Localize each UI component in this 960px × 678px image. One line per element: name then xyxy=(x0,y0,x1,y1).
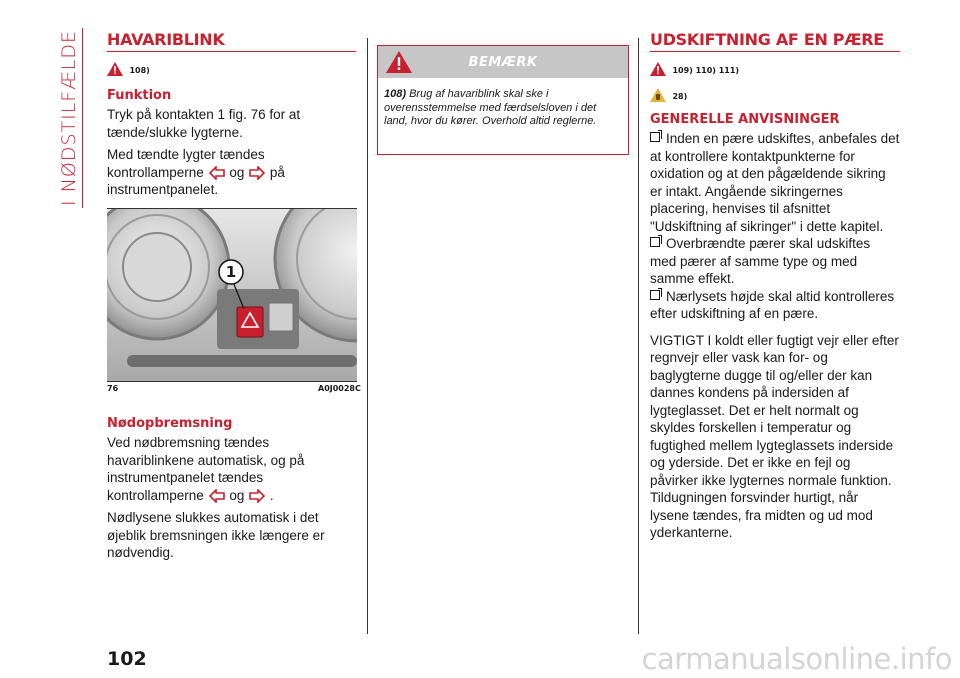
bullet-item-2 xyxy=(650,235,900,288)
bullet-text: Inden en pære udskiftes, anbefales det at kontrollere kontaktpunkterne for oxidation og at den pågældende sikring er intakt. Angående sikringernes placering, henvises til afsnittet "Udskiftning af sikringer" i dette kapitel. xyxy=(650,131,900,234)
figure-76 xyxy=(107,208,357,382)
note-text: Brug af havariblink skal ske i overensstemmelse med færdselsloven i det land, hvor du kører. Overhold altid reglerne. xyxy=(384,88,597,127)
bullet-item-3 xyxy=(650,288,900,323)
nodbremsning-p1-og: og xyxy=(229,487,245,503)
bullet-text: Nærlysets højde skal altid kontrolleres efter udskiftning af en pære. xyxy=(650,288,895,321)
warning-ref: 108) xyxy=(129,66,150,75)
funktion-paragraph-1: Tryk på kontakten 1 fig. 76 for at tænde/slukke lygterne. xyxy=(107,107,301,140)
note-body xyxy=(378,78,628,129)
nodbremsning-paragraph-1 xyxy=(107,434,356,504)
funktion-p2-text-b: på instrumentpanelet. xyxy=(107,164,285,197)
left-column xyxy=(107,30,356,199)
note-box xyxy=(377,45,629,155)
column-divider-1 xyxy=(367,38,368,634)
section-title-udskiftning: UDSKIFTNING AF EN PÆRE xyxy=(650,30,900,52)
section-tab xyxy=(58,28,78,208)
turn-right-indicator-icon xyxy=(249,489,265,503)
right-column xyxy=(650,30,900,542)
hazard-switch-illustration xyxy=(107,209,357,381)
caution-ref-row xyxy=(650,86,900,102)
turn-left-indicator-icon xyxy=(209,489,225,503)
funktion-p2-text-a: Med tændte lygter tændes kontrollamperne xyxy=(107,147,265,180)
caution-ref: 28) xyxy=(672,92,688,101)
heading-nodbremsning: Nødopbremsning xyxy=(107,416,233,431)
warning-icon xyxy=(107,62,123,76)
note-header xyxy=(378,46,628,78)
heading-funktion: Funktion xyxy=(107,88,172,103)
watermark-text: carmanualsonline.info xyxy=(641,642,952,676)
caution-hand-icon xyxy=(650,88,666,102)
turn-left-indicator-icon xyxy=(209,166,225,180)
bullet-text: Overbrændte pærer skal udskiftes med pærer af samme type og med samme effekt. xyxy=(650,236,871,286)
warning-refs: 109) 110) 111) xyxy=(672,66,740,75)
section-title-havariblink: HAVARIBLINK xyxy=(107,30,356,52)
funktion-p2-og: og xyxy=(229,164,245,180)
warning-ref-row xyxy=(107,60,356,76)
section-tab-rule xyxy=(82,28,83,208)
nodbremsning-p1-end: . xyxy=(269,487,274,503)
checkbox-bullet-icon xyxy=(650,132,660,142)
note-ref: 108) xyxy=(384,88,407,100)
nodbremsning-p1-text: Ved nødbremsning tændes havariblinkene automatisk, og på instrumentpanelet tændes kontrollamperne xyxy=(107,435,305,503)
column-divider-2 xyxy=(638,38,639,634)
bullet-item-1 xyxy=(650,130,900,235)
section-tab-label: I NØDSTILFÆLDE xyxy=(58,30,80,206)
warning-refs-row xyxy=(650,60,900,76)
page-number: 102 xyxy=(107,648,147,670)
figure-callout-1: 1 xyxy=(225,263,237,281)
figure-number: 76 xyxy=(107,384,119,393)
checkbox-bullet-icon xyxy=(650,290,660,300)
nodbremsning-section xyxy=(107,416,356,562)
figure-code: A0J0028C xyxy=(318,384,361,393)
warning-icon xyxy=(650,62,666,76)
heading-generelle-anvisninger: GENERELLE ANVISNINGER xyxy=(650,112,840,127)
note-title: BEMÆRK xyxy=(468,55,538,70)
checkbox-bullet-icon xyxy=(650,237,660,247)
turn-right-indicator-icon xyxy=(249,166,265,180)
funktion-paragraph-2 xyxy=(107,146,356,199)
vigtigt-paragraph: VIGTIGT I koldt eller fugtigt vejr eller efter regnvejr eller vask kan for- og baglygterne dugge til og/eller der kan dannes kondens på indersiden af lygteglasset. Det er helt normalt og skyldes forskellen i temperatur og fugtighed mellem lygteglassets inderside og yderside. Det er ikke en fejl og påvirker ikke lygternes normale funktion. Tildugningen forsvinder hurtigt, når lysene tændes, fra midten og ud mod yderkanterne. xyxy=(650,332,899,540)
nodbremsning-paragraph-2: Nødlysene slukkes automatisk i det øjeblik bremsningen ikke længere er nødvendig. xyxy=(107,510,325,560)
